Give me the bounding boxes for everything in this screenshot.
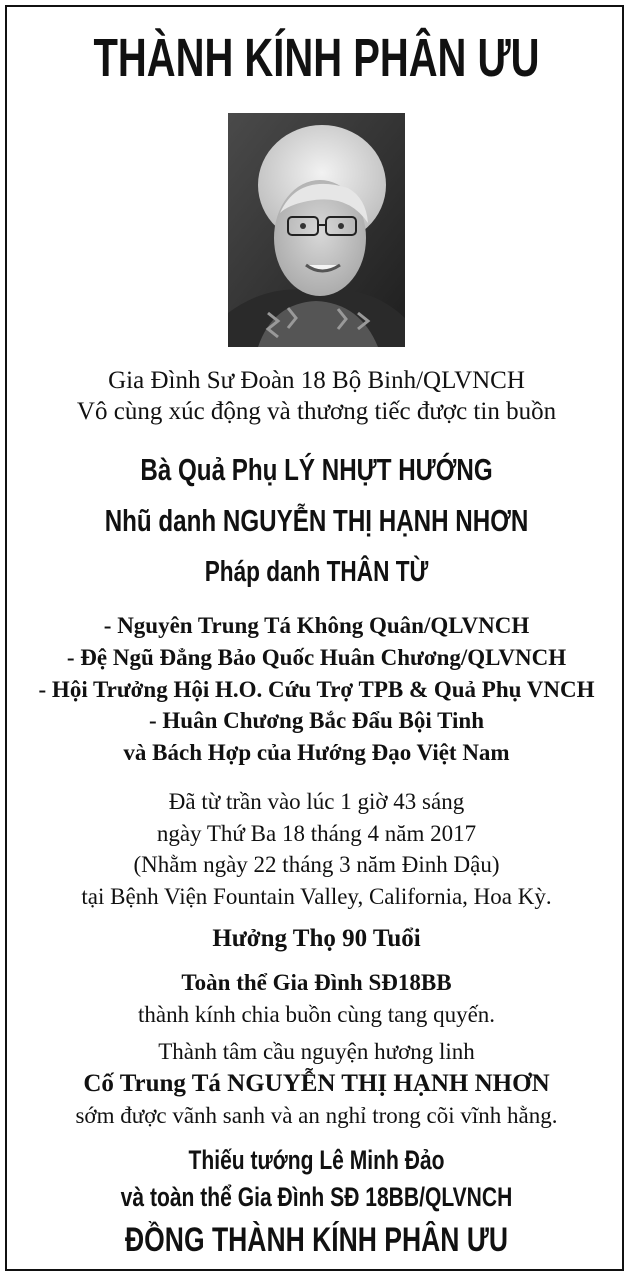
passing-line-3: (Nhằm ngày 22 tháng 3 năm Đinh Dậu)	[133, 852, 500, 877]
title-item: - Huân Chương Bắc Đẩu Bội Tinh	[148, 708, 485, 733]
title-item: - Nguyên Trung Tá Không Quân/QLVNCH	[103, 613, 530, 638]
title-item: - Hội Trưởng Hội H.O. Cứu Trợ TPB & Quả Phụ VNCH	[38, 677, 595, 702]
deceased-name: Bà Quả Phụ LÝ NHỰT HƯỚNG	[140, 452, 493, 487]
dharma-name: Pháp danh THÂN TỪ	[204, 556, 429, 588]
portrait-image	[228, 113, 405, 347]
prayer-name: Cố Trung Tá NGUYỄN THỊ HẠNH NHƠN	[83, 1070, 550, 1097]
title-item: - Đệ Ngũ Đẳng Bảo Quốc Huân Chương/QLVNCH	[66, 645, 567, 670]
prayer-line-1: Thành tâm cầu nguyện hương linh	[158, 1039, 475, 1064]
signer-line-2: và toàn thể Gia Đình SĐ 18BB/QLVNCH	[120, 1182, 513, 1212]
maiden-name: Nhũ danh NGUYỄN THỊ HẠNH NHƠN	[104, 503, 529, 538]
title-item: và Bách Hợp của Hướng Đạo Việt Nam	[123, 740, 510, 765]
signer-line-1: Thiếu tướng Lê Minh Đảo	[188, 1145, 445, 1175]
family-line: Toàn thể Gia Đình SĐ18BB	[181, 970, 452, 995]
intro-line-1: Gia Đình Sư Đoàn 18 Bộ Binh/QLVNCH	[108, 367, 525, 394]
closing-line: ĐỒNG THÀNH KÍNH PHÂN ƯU	[125, 1221, 508, 1259]
portrait-photo	[228, 113, 405, 347]
prayer-line-3: sớm được vãnh sanh và an nghỉ trong cõi vĩnh hằng.	[75, 1103, 558, 1128]
intro-line-2: Vô cùng xúc động và thương tiếc được tin buồn	[76, 398, 557, 425]
notice-title: THÀNH KÍNH PHÂN ƯU	[93, 28, 540, 88]
passing-line-2: ngày Thứ Ba 18 tháng 4 năm 2017	[156, 821, 477, 846]
passing-line-1: Đã từ trần vào lúc 1 giờ 43 sáng	[168, 789, 465, 814]
age-line: Hưởng Thọ 90 Tuổi	[212, 925, 421, 952]
passing-line-4: tại Bệnh Viện Fountain Valley, California, Hoa Kỳ.	[81, 884, 552, 909]
condolence-line: thành kính chia buồn cùng tang quyến.	[137, 1002, 496, 1027]
